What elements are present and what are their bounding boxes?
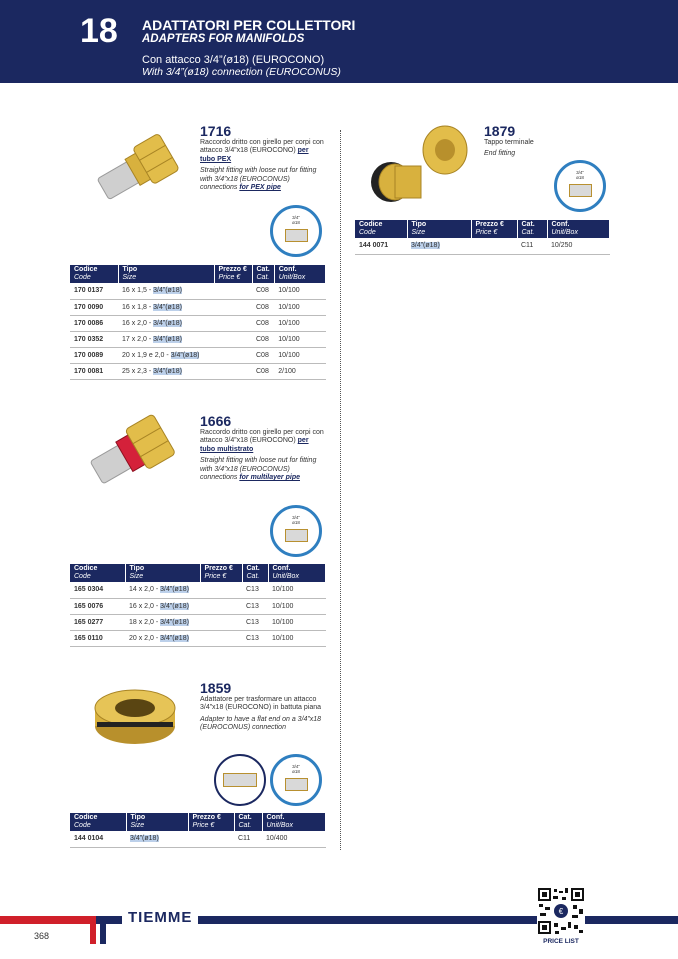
table-row xyxy=(70,630,326,646)
table-header-cell xyxy=(262,813,326,831)
table-cell: 165 0076 xyxy=(70,598,125,614)
text-span: Cat. xyxy=(521,221,535,228)
text-span: Straight fitting with loose nut for fitting with 3/4”x18 (EUROCONUS) connections xyxy=(200,167,317,192)
table-cell xyxy=(125,598,200,614)
table-row xyxy=(70,299,326,315)
table-header-cell xyxy=(70,265,118,283)
footer-accent-red-drop xyxy=(90,916,96,944)
table-cell: 144 0104 xyxy=(70,831,126,847)
table-row xyxy=(70,598,326,614)
product-description-it: Tappo terminale xyxy=(484,139,534,146)
product-description-it: Adattatore per trasformare un attacco 3/4”x18 (EUROCONO) in battuta piana xyxy=(200,696,321,712)
price-list-label: PRICE LIST xyxy=(543,938,579,945)
table-cell: C08 xyxy=(252,363,274,379)
table-cell: C13 xyxy=(242,582,268,598)
text-span: Tipo xyxy=(411,221,427,228)
text-span: Straight fitting with loose nut for fitting with 3/4”x18 (EUROCONUS) connections xyxy=(200,457,317,482)
table-cell xyxy=(125,630,200,646)
table-header-cell xyxy=(234,813,262,831)
table-header-cell xyxy=(214,265,252,283)
text-span: Size xyxy=(122,274,137,281)
table-cell xyxy=(118,331,214,347)
table-header-cell xyxy=(70,564,125,582)
text-span: Prezzo € xyxy=(218,266,247,273)
table-cell xyxy=(214,283,252,299)
text-span: 20 x 2,0 - xyxy=(129,634,161,642)
table-cell xyxy=(214,363,252,379)
text-span: Raccordo dritto con girello per corpi con attacco 3/4”x18 (EUROCONO) xyxy=(200,139,324,155)
table-header xyxy=(70,813,326,831)
text-span: Cat. xyxy=(256,274,270,281)
adapter-icon xyxy=(223,773,257,787)
product-1666 xyxy=(200,414,325,482)
text-span: 3/4”(ø18) xyxy=(411,242,440,250)
text-span: Codice xyxy=(74,565,98,572)
product-code: 1666 xyxy=(200,413,232,429)
table-header-cell xyxy=(274,265,325,283)
table-row xyxy=(355,238,610,254)
table-cell xyxy=(214,299,252,315)
table-header-cell xyxy=(200,564,242,582)
text-span: Tipo xyxy=(129,565,145,572)
page-number: 368 xyxy=(34,931,50,941)
table-cell xyxy=(200,598,242,614)
table-header xyxy=(70,564,326,582)
table-cell: 10/100 xyxy=(274,315,325,331)
product-1859-table xyxy=(70,813,326,848)
text-span: 18 x 2,0 - xyxy=(129,618,161,626)
table-cell: C08 xyxy=(252,283,274,299)
table-cell: 10/100 xyxy=(274,283,325,299)
section-number: 18 xyxy=(80,12,118,50)
text-span: Prezzo € xyxy=(192,814,221,821)
table-cell xyxy=(200,614,242,630)
table-cell xyxy=(214,315,252,331)
table-cell xyxy=(125,582,200,598)
table-cell xyxy=(214,347,252,363)
text-span: Conf. xyxy=(272,565,291,572)
table-cell: 170 0089 xyxy=(70,347,118,363)
table-cell: C08 xyxy=(252,315,274,331)
table-cell xyxy=(471,238,517,254)
table-header-cell xyxy=(355,220,407,238)
text-span: Cat. xyxy=(246,565,260,572)
table-header-cell xyxy=(242,564,268,582)
table-cell: 10/400 xyxy=(262,831,326,847)
text-span: 3/4”(ø18) xyxy=(153,303,182,311)
text-span: 14 x 2,0 - xyxy=(129,586,161,594)
qr-code-icon[interactable] xyxy=(537,887,585,935)
footer-accent-blue-drop xyxy=(100,916,106,944)
table-cell xyxy=(200,630,242,646)
text-span: 3/4”(ø18) xyxy=(160,634,189,642)
text-span: Codice xyxy=(74,266,98,273)
pipe-link-en: for PEX pipe xyxy=(239,184,281,192)
table-row xyxy=(70,582,326,598)
text-span: Conf. xyxy=(266,814,285,821)
table-cell: 165 0277 xyxy=(70,614,125,630)
table-cell xyxy=(214,331,252,347)
table-cell xyxy=(118,283,214,299)
fitting-icon xyxy=(285,778,308,792)
table-cell xyxy=(118,315,214,331)
text-span: 20 x 1,9 e 2,0 - xyxy=(122,351,171,359)
text-span: 3/4”(ø18) xyxy=(153,319,182,327)
text-span: Conf. xyxy=(278,266,297,273)
table-cell: 170 0137 xyxy=(70,283,118,299)
table-cell: 10/100 xyxy=(268,614,326,630)
pipe-link-it: per tubo PEX xyxy=(200,147,309,163)
text-span: 3/4”(ø18) xyxy=(170,351,200,359)
product-1859-image xyxy=(85,680,185,750)
text-span: Price € xyxy=(475,229,498,236)
text-span: Prezzo € xyxy=(204,565,233,572)
section-title-en: ADAPTERS FOR MANIFOLDS xyxy=(142,33,305,45)
table-cell: 10/100 xyxy=(274,331,325,347)
table-row xyxy=(70,283,326,299)
table-cell: 170 0352 xyxy=(70,331,118,347)
product-1716 xyxy=(200,124,325,192)
text-span: Code xyxy=(74,573,91,580)
table-header-cell xyxy=(126,813,188,831)
text-span: Cat. xyxy=(256,266,270,273)
product-description-en xyxy=(200,167,325,192)
product-description-en: Adapter to have a flat end on a 3/4”x18 (EUROCONUS) connection xyxy=(200,715,322,732)
text-span: 16 x 1,5 - xyxy=(122,287,154,295)
product-1879 xyxy=(484,124,609,159)
text-span: 3/4”(ø18) xyxy=(160,618,189,626)
connection-diagram-icon xyxy=(270,205,322,257)
table-header-cell xyxy=(188,813,234,831)
text-span: Cat. xyxy=(238,814,252,821)
connection-diagram-icon xyxy=(554,160,606,212)
table-cell xyxy=(125,614,200,630)
text-span: 16 x 2,0 - xyxy=(129,602,161,610)
text-span: Price € xyxy=(218,274,241,281)
table-cell: C13 xyxy=(242,598,268,614)
text-span: 3/4”(ø18) xyxy=(153,335,182,343)
text-span: Raccordo dritto con girello per corpi con attacco 3/4”x18 (EUROCONO) xyxy=(200,429,324,445)
section-subtitle-it: Con attacco 3/4”(ø18) (EUROCONO) xyxy=(142,54,325,66)
product-1879-table xyxy=(355,220,610,255)
table-header xyxy=(355,220,610,238)
text-span: Size xyxy=(129,573,144,580)
connection-diagram-icon xyxy=(270,754,322,806)
table-header-cell xyxy=(517,220,547,238)
section-title-it: ADATTATORI PER COLLETTORI xyxy=(142,17,356,33)
connection-label: 3/4” ø18 xyxy=(292,515,300,525)
product-description-it xyxy=(200,429,325,454)
table-header xyxy=(70,265,326,283)
table-cell xyxy=(118,363,214,379)
fitting-icon xyxy=(285,229,308,243)
text-span: 16 x 2,0 - xyxy=(122,319,154,327)
adapter-diagram-icon xyxy=(214,754,266,806)
product-1716-table xyxy=(70,265,326,380)
text-span: 17 x 2,0 - xyxy=(122,335,154,343)
footer-accent-red xyxy=(0,916,96,924)
table-header-cell xyxy=(407,220,471,238)
table-row xyxy=(70,614,326,630)
table-header-cell xyxy=(268,564,326,582)
table-cell: C11 xyxy=(234,831,262,847)
table-cell xyxy=(118,299,214,315)
text-span: Tipo xyxy=(122,266,138,273)
product-description-en xyxy=(200,457,325,482)
table-cell: 144 0071 xyxy=(355,238,407,254)
table-row xyxy=(70,315,326,331)
page-header xyxy=(0,0,678,83)
connection-diagram-icon xyxy=(270,505,322,557)
table-cell: 170 0086 xyxy=(70,315,118,331)
text-span: Unit/Box xyxy=(272,573,299,580)
text-span: 3/4”(ø18) xyxy=(160,586,189,594)
table-header-cell xyxy=(547,220,610,238)
product-1879-image xyxy=(365,120,470,210)
text-span: Price € xyxy=(204,573,227,580)
table-cell: 10/100 xyxy=(268,630,326,646)
svg-text:€: € xyxy=(558,907,564,916)
table-cell: 165 0304 xyxy=(70,582,125,598)
table-row xyxy=(70,831,326,847)
pipe-link-it: per tubo multistrato xyxy=(200,437,309,453)
brand-logo: TIEMME xyxy=(122,909,198,926)
table-cell: 170 0081 xyxy=(70,363,118,379)
product-1666-image xyxy=(82,405,182,495)
product-code: 1859 xyxy=(200,680,232,696)
text-span: Code xyxy=(359,229,376,236)
fitting-icon xyxy=(569,184,592,198)
table-cell: 10/100 xyxy=(268,598,326,614)
table-header-cell xyxy=(118,265,214,283)
product-1716-image xyxy=(85,122,190,207)
column-divider xyxy=(340,130,341,850)
text-span: Unit/Box xyxy=(266,822,293,829)
text-span: Code xyxy=(74,274,91,281)
text-span: Price € xyxy=(192,822,215,829)
table-header-cell xyxy=(471,220,517,238)
text-span: Cat. xyxy=(246,573,260,580)
table-cell: 10/100 xyxy=(274,347,325,363)
text-span: 3/4”(ø18) xyxy=(130,835,159,843)
product-1859 xyxy=(200,681,325,733)
table-cell: C13 xyxy=(242,614,268,630)
connection-label: 3/4” ø18 xyxy=(292,215,300,225)
text-span: 25 x 2,3 - xyxy=(122,367,154,375)
text-span: Unit/Box xyxy=(278,274,306,281)
section-subtitle-en: With 3/4”(ø18) connection (EUROCONUS) xyxy=(142,66,341,78)
table-cell: C13 xyxy=(242,630,268,646)
text-span: Unit/Box xyxy=(551,229,578,236)
text-span: Codice xyxy=(74,814,98,821)
text-span: Cat. xyxy=(238,822,252,829)
text-span: 16 x 1,8 - xyxy=(122,303,154,311)
table-cell: 10/100 xyxy=(274,299,325,315)
table-cell xyxy=(118,347,214,363)
text-span: 3/4”(ø18) xyxy=(153,287,182,295)
text-span: 3/4”(ø18) xyxy=(160,602,189,610)
table-cell: C08 xyxy=(252,347,274,363)
text-span: Size xyxy=(411,229,426,236)
table-cell: C08 xyxy=(252,299,274,315)
table-cell: 170 0090 xyxy=(70,299,118,315)
table-header-cell xyxy=(125,564,200,582)
table-cell: 165 0110 xyxy=(70,630,125,646)
text-span: 3/4”(ø18) xyxy=(153,367,182,375)
table-cell: C08 xyxy=(252,331,274,347)
pipe-link-en: for multilayer pipe xyxy=(239,474,300,482)
table-cell: 10/250 xyxy=(547,238,610,254)
table-cell: C11 xyxy=(517,238,547,254)
text-span: Prezzo € xyxy=(475,221,504,228)
text-span: Codice xyxy=(359,221,383,228)
table-cell xyxy=(200,582,242,598)
table-row xyxy=(70,331,326,347)
table-cell xyxy=(126,831,188,847)
table-cell xyxy=(188,831,234,847)
fitting-icon xyxy=(285,529,308,543)
text-span: Cat. xyxy=(521,229,535,236)
text-span: Conf. xyxy=(551,221,570,228)
product-code: 1716 xyxy=(200,123,232,139)
table-row xyxy=(70,347,326,363)
product-description-en: End fitting xyxy=(484,150,516,158)
product-code: 1879 xyxy=(484,123,516,139)
table-cell: 10/100 xyxy=(268,582,326,598)
product-description-it xyxy=(200,139,325,164)
table-cell xyxy=(407,238,471,254)
table-header-cell xyxy=(252,265,274,283)
text-span: Code xyxy=(74,822,91,829)
table-header-cell xyxy=(70,813,126,831)
table-cell: 2/100 xyxy=(274,363,325,379)
connection-label: 3/4” ø18 xyxy=(292,764,300,774)
product-1666-table xyxy=(70,564,326,647)
connection-label: 3/4” ø18 xyxy=(576,170,584,180)
table-row xyxy=(70,363,326,379)
text-span: Tipo xyxy=(130,814,146,821)
text-span: Size xyxy=(130,822,145,829)
